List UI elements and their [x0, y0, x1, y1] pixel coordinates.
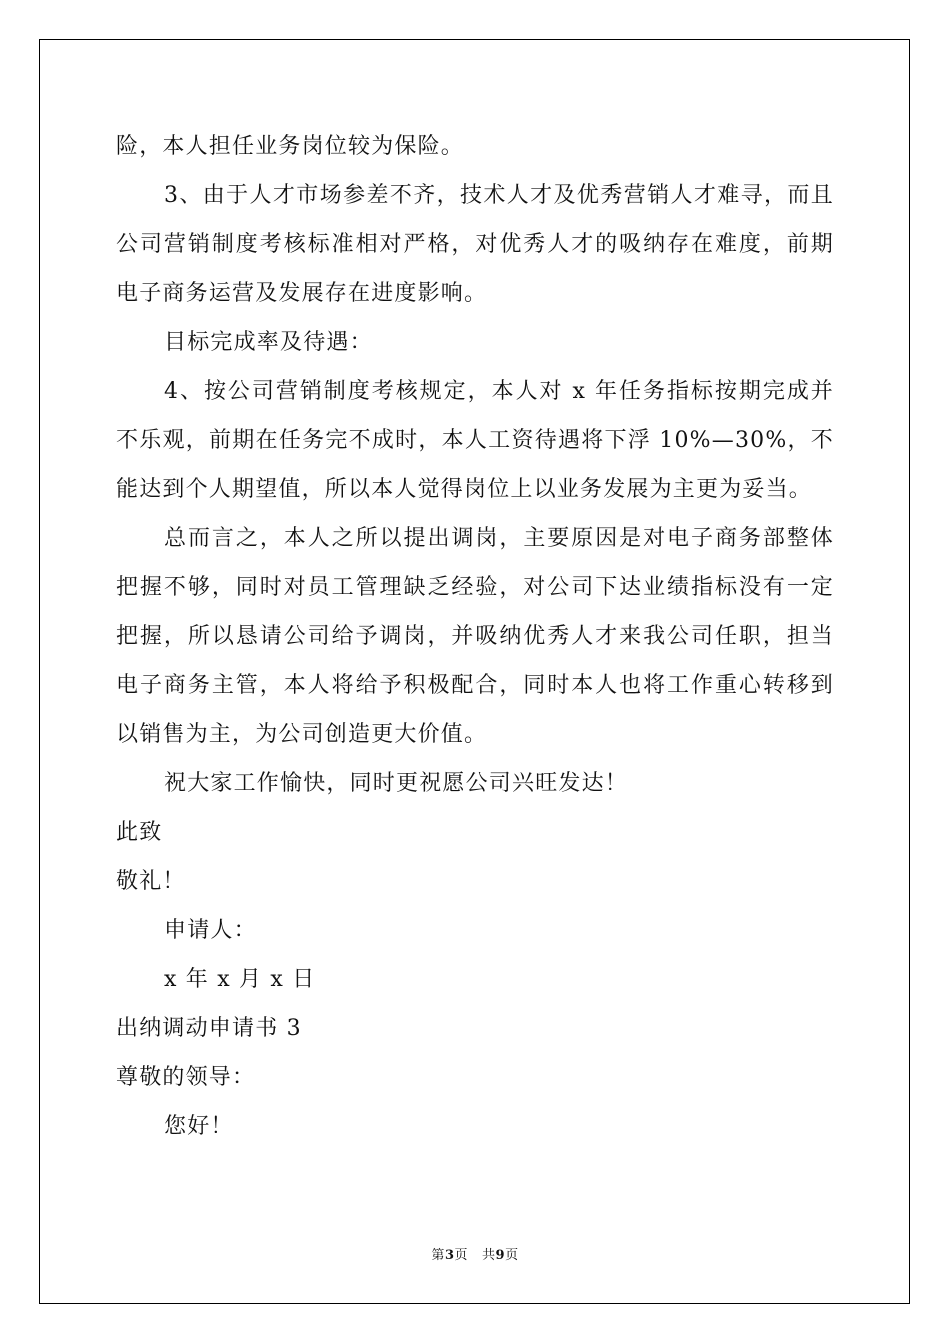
closing-line-2: 敬礼！ — [116, 869, 186, 894]
paragraph-4: 4、按公司营销制度考核规定，本人对 x 年任务指标按期完成并不乐观，前期在任务完不成时，本人工资待遇将下浮 10%—30%，不能达到个人期望值，所以本人觉得岗位上以业务发展为主更为妥当。 — [116, 379, 834, 502]
paragraph-6: 祝大家工作愉快，同时更祝愿公司兴旺发达！ — [164, 771, 629, 796]
total-suffix: 页 — [505, 1248, 519, 1263]
total-prefix: 共 — [482, 1248, 496, 1263]
page-total: 9 — [495, 1248, 506, 1263]
greeting: 您好！ — [164, 1114, 234, 1139]
page-suffix: 页 — [454, 1248, 468, 1263]
page-current: 3 — [444, 1248, 455, 1263]
paragraph-2: 3、由于人才市场参差不齐，技术人才及优秀营销人才难寻，而且公司营销制度考核标准相对严格，对优秀人才的吸纳存在难度，前期电子商务运营及发展存在进度影响。 — [116, 183, 834, 306]
page-prefix: 第 — [431, 1248, 445, 1263]
applicant-label: 申请人： — [164, 918, 257, 943]
closing-line-1: 此致 — [116, 820, 163, 845]
date-line: x 年 x 月 x 日 — [164, 967, 316, 992]
paragraph-3: 目标完成率及待遇： — [164, 330, 373, 355]
paragraph-5: 总而言之，本人之所以提出调岗，主要原因是对电子商务部整体把握不够，同时对员工管理缺乏经验，对公司下达业绩指标没有一定把握，所以恳请公司给予调岗，并吸纳优秀人才来我公司任职，担当电子商务主管，本人将给予积极配合，同时本人也将工作重心转移到以销售为主，为公司创造更大价值。 — [116, 526, 834, 747]
document-body — [116, 122, 834, 1151]
paragraph-1: 险，本人担任业务岗位较为保险。 — [116, 134, 465, 159]
salutation: 尊敬的领导： — [116, 1065, 256, 1090]
page-footer — [0, 1244, 950, 1263]
section-title: 出纳调动申请书 3 — [116, 1016, 302, 1041]
